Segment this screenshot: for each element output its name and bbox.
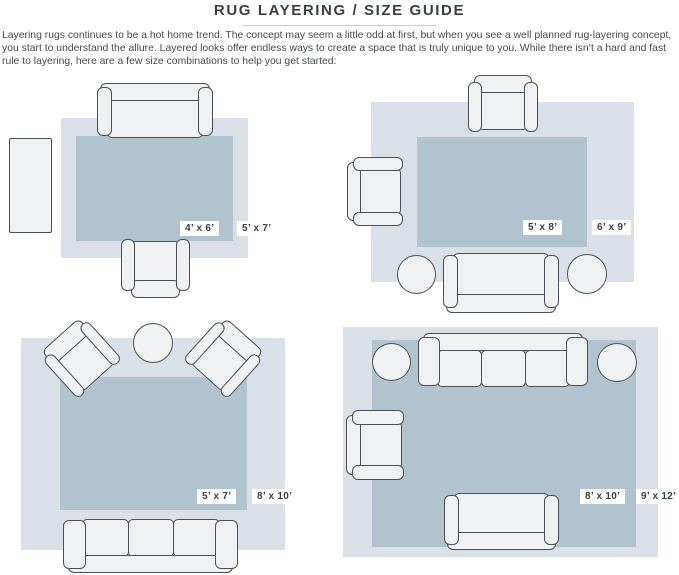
- pouf: [567, 254, 607, 294]
- armchair-back: [131, 280, 179, 298]
- intro-text: Layering rugs continues to be a hot home trend. The concept may seem a little odd at first, but when you see a well planned rug-layering concept, you start to understand the allure. Layered looks offer endless ways to create a space that is truly unique to you. While there isn’t a hard and fast rule to layering, here are a few size combinations to help you get started:: [2, 30, 672, 67]
- loveseat-arm-right: [544, 495, 559, 545]
- loveseat-back: [447, 532, 555, 550]
- pouf: [372, 343, 411, 381]
- sofa-arm-right: [544, 255, 559, 308]
- sofa-cushion: [481, 350, 526, 387]
- armchair: [346, 410, 404, 480]
- sofa-cushion: [173, 519, 219, 556]
- sofa-cushion: [128, 519, 174, 556]
- sofa-arm-left: [418, 337, 440, 385]
- sofa-arm-right: [215, 520, 238, 568]
- size-label-inner: 5’ x 7’: [197, 489, 236, 504]
- size-label-outer: 8’ x 10’: [252, 489, 297, 504]
- loveseat-seat: [454, 493, 548, 537]
- armchair-arm-right: [176, 239, 190, 291]
- sofa-cushion: [525, 350, 570, 387]
- sofa-seat: [453, 253, 548, 300]
- armchair-arm-top: [352, 410, 404, 425]
- sofa-arm-right: [198, 87, 213, 135]
- armchair-arm-top: [353, 157, 403, 171]
- sofa-three-seat: [418, 333, 588, 388]
- armchair-arm-bottom: [353, 212, 403, 226]
- armchair: [468, 75, 538, 132]
- sofa-arm-right: [566, 337, 588, 385]
- sofa-back: [423, 333, 583, 351]
- sofa-arm-left: [443, 255, 458, 308]
- loveseat: [444, 493, 559, 550]
- armchair-arm-right: [524, 82, 538, 132]
- page-title: RUG LAYERING / SIZE GUIDE: [213, 2, 466, 19]
- armchair-seat: [131, 241, 181, 285]
- sofa: [97, 83, 213, 138]
- title-divider: [243, 25, 436, 26]
- sofa-cushion: [82, 519, 128, 556]
- armchair: [347, 157, 403, 226]
- armchair-arm-bottom: [352, 465, 404, 480]
- sofa-back: [446, 294, 555, 313]
- size-label-inner: 4’ x 6’: [180, 221, 219, 236]
- armchair-arm-left: [468, 82, 482, 132]
- size-label-outer: 6’ x 9’: [592, 220, 631, 235]
- bench: [9, 138, 52, 233]
- size-label-inner: 8’ x 10’: [580, 489, 625, 504]
- sofa-arm-left: [63, 520, 86, 568]
- sofa-seat: [107, 95, 202, 138]
- sofa-back: [100, 83, 209, 101]
- armchair: [121, 239, 190, 298]
- accent-table: [133, 323, 173, 363]
- pouf: [597, 343, 637, 382]
- size-label-outer: 9’ x 12’: [636, 489, 679, 504]
- armchair-seat: [357, 168, 401, 215]
- armchair-seat: [478, 88, 528, 131]
- size-label-outer: 5’ x 7’: [237, 221, 276, 236]
- sofa-three-seat: [63, 518, 238, 573]
- pouf: [397, 255, 436, 294]
- sofa: [443, 253, 559, 313]
- armchair-arm-left: [121, 239, 135, 291]
- armchair-seat: [356, 421, 401, 469]
- sofa-arm-left: [97, 87, 112, 135]
- sofa-back: [68, 555, 233, 573]
- sofa-cushion: [437, 350, 482, 387]
- loveseat-arm-left: [444, 495, 459, 545]
- size-label-inner: 5’ x 8’: [523, 220, 562, 235]
